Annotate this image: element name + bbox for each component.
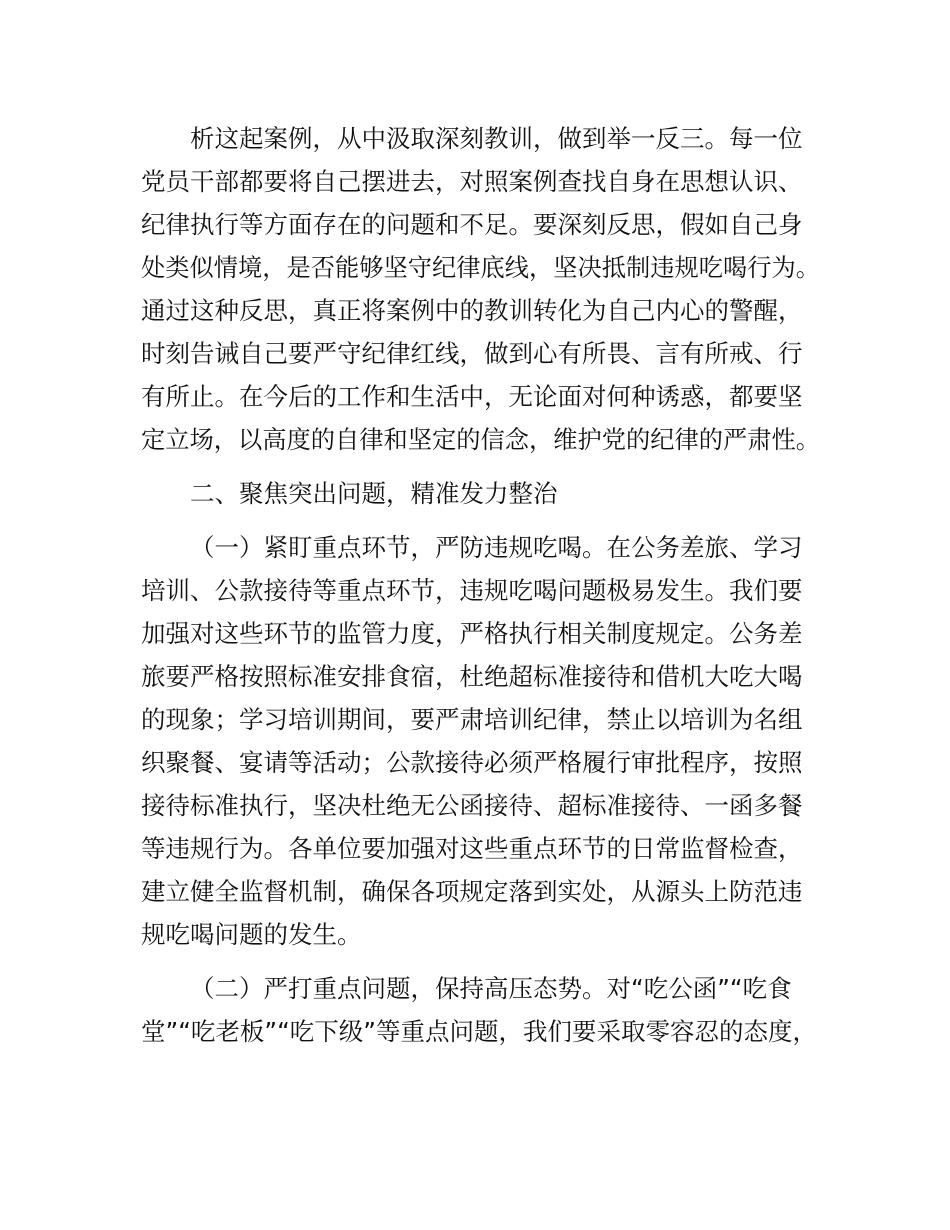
section-heading: 二、聚焦突出问题，精准发力整治 — [190, 479, 558, 508]
paragraph-line: 时刻告诫自己要严守纪律红线，做到心有所畏、言有所戒、行 — [141, 339, 803, 368]
paragraph-line: 的现象；学习培训期间，要严肃培训纪律，禁止以培训为名组 — [141, 705, 803, 734]
paragraph-line: 建立健全监督机制，确保各项规定落到实处，从源头上防范违 — [141, 877, 803, 906]
paragraph-line: 纪律执行等方面存在的问题和不足。要深刻反思，假如自己身 — [141, 210, 803, 239]
paragraph-line: 接待标准执行，坚决杜绝无公函接待、超标准接待、一函多餐 — [141, 791, 803, 820]
paragraph-line: 通过这种反思，真正将案例中的教训转化为自己内心的警醒， — [141, 296, 803, 325]
paragraph-line: 旅要严格按照标准安排食宿，杜绝超标准接待和借机大吃大喝 — [141, 662, 803, 691]
paragraph-line: 织聚餐、宴请等活动；公款接待必须严格履行审批程序，按照 — [141, 748, 803, 777]
paragraph-line: （二）严打重点问题，保持高压态势。对“吃公函”“吃食 — [190, 974, 792, 1003]
paragraph-line: 培训、公款接待等重点环节，违规吃喝问题极易发生。我们要 — [141, 576, 803, 605]
paragraph-line: 加强对这些环节的监管力度，严格执行相关制度规定。公务差 — [141, 619, 803, 648]
paragraph-line: 堂”“吃老板”“吃下级”等重点问题，我们要采取零容忍的态度， — [141, 1017, 817, 1046]
paragraph-line: 有所止。在今后的工作和生活中，无论面对何种诱惑，都要坚 — [141, 382, 803, 411]
paragraph-line: 党员干部都要将自己摆进去，对照案例查找自身在思想认识、 — [141, 167, 803, 196]
paragraph-line: 规吃喝问题的发生。 — [141, 920, 362, 949]
paragraph-line: 定立场，以高度的自律和坚定的信念，维护党的纪律的严肃性。 — [141, 425, 821, 454]
paragraph-line: 处类似情境，是否能够坚守纪律底线，坚决抵制违规吃喝行为。 — [141, 253, 821, 282]
paragraph-line: 析这起案例，从中汲取深刻教训，做到举一反三。每一位 — [190, 124, 803, 153]
paragraph-line: 等违规行为。各单位要加强对这些重点环节的日常监督检查， — [141, 834, 803, 863]
paragraph-line: （一）紧盯重点环节，严防违规吃喝。在公务差旅、学习 — [190, 533, 803, 562]
